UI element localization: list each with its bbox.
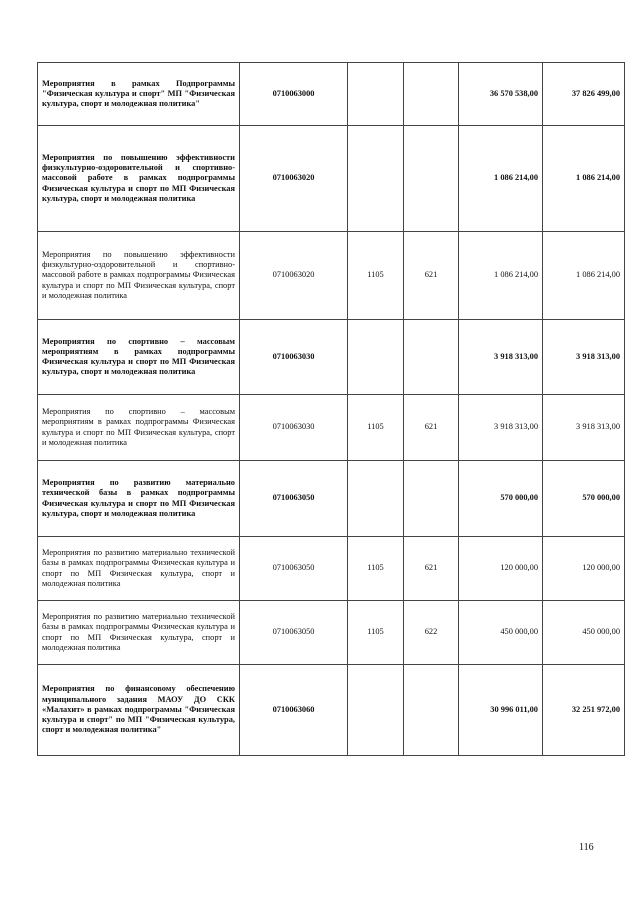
row-section <box>348 665 404 756</box>
row-code: 0710063030 <box>240 320 348 395</box>
table-row <box>38 601 625 665</box>
row-amount-2: 3 918 313,00 <box>543 320 625 395</box>
row-section <box>348 461 404 537</box>
row-name: Мероприятия по развитию материально технической базы в рамках подпрограммы Физическая культура и спорт по МП Физическая культура, спорт и молодежная политика <box>38 537 240 601</box>
row-amount-2: 570 000,00 <box>543 461 625 537</box>
row-amount-2: 120 000,00 <box>543 537 625 601</box>
row-code: 0710063050 <box>240 601 348 665</box>
row-code: 0710063020 <box>240 126 348 232</box>
row-amount-1: 120 000,00 <box>459 537 543 601</box>
table-row <box>38 63 625 126</box>
row-amount-2: 1 086 214,00 <box>543 232 625 320</box>
row-amount-2: 450 000,00 <box>543 601 625 665</box>
row-amount-1: 3 918 313,00 <box>459 320 543 395</box>
row-code: 0710063050 <box>240 537 348 601</box>
row-amount-2: 37 826 499,00 <box>543 63 625 126</box>
row-section: 1105 <box>348 232 404 320</box>
table-row <box>38 537 625 601</box>
table-row <box>38 126 625 232</box>
row-amount-1: 3 918 313,00 <box>459 395 543 461</box>
row-section <box>348 126 404 232</box>
row-amount-2: 1 086 214,00 <box>543 126 625 232</box>
row-name: Мероприятия по финансовому обеспечению муниципального задания МАОУ ДО СКК «Малахит» в рамках подпрограммы "Физическая культура и спорт" по МП "Физическая культура, спорт и молодежная политика" <box>38 665 240 756</box>
budget-table <box>37 62 625 756</box>
row-amount-1: 1 086 214,00 <box>459 126 543 232</box>
table-row <box>38 665 625 756</box>
budget-table-body <box>38 63 625 756</box>
row-section <box>348 63 404 126</box>
row-type <box>404 126 459 232</box>
row-section <box>348 320 404 395</box>
row-code: 0710063000 <box>240 63 348 126</box>
row-amount-1: 36 570 538,00 <box>459 63 543 126</box>
row-section: 1105 <box>348 395 404 461</box>
row-type: 621 <box>404 395 459 461</box>
row-name: Мероприятия по спортивно – массовым мероприятиям в рамках подпрограммы Физическая культура и спорт по МП Физическая культура, спорт и молодежная политика <box>38 395 240 461</box>
row-amount-2: 3 918 313,00 <box>543 395 625 461</box>
row-code: 0710063020 <box>240 232 348 320</box>
row-code: 0710063060 <box>240 665 348 756</box>
row-name: Мероприятия по развитию материально технической базы в рамках подпрограммы Физическая культура и спорт по МП Физическая культура, спорт и молодежная политика <box>38 601 240 665</box>
row-amount-1: 570 000,00 <box>459 461 543 537</box>
row-type <box>404 63 459 126</box>
row-type: 621 <box>404 232 459 320</box>
row-code: 0710063050 <box>240 461 348 537</box>
table-row <box>38 395 625 461</box>
table-row <box>38 461 625 537</box>
row-type: 622 <box>404 601 459 665</box>
row-amount-1: 450 000,00 <box>459 601 543 665</box>
row-amount-1: 30 996 011,00 <box>459 665 543 756</box>
row-name: Мероприятия по повышению эффективности физкультурно-оздоровительной и спортивно-массовой работе в рамках подпрограммы Физическая культура и спорт по МП Физическая культура, спорт и молодежная политика <box>38 232 240 320</box>
table-row <box>38 320 625 395</box>
row-type <box>404 665 459 756</box>
row-type <box>404 320 459 395</box>
row-name: Мероприятия по спортивно – массовым мероприятиям в рамках подпрограммы Физическая культура и спорт по МП Физическая культура, спорт и молодежная политика <box>38 320 240 395</box>
row-amount-2: 32 251 972,00 <box>543 665 625 756</box>
row-type <box>404 461 459 537</box>
table-row <box>38 232 625 320</box>
row-section: 1105 <box>348 537 404 601</box>
row-name: Мероприятия в рамках Подпрограммы "Физическая культура и спорт" МП "Физическая культура, спорт и молодежная политика" <box>38 63 240 126</box>
row-code: 0710063030 <box>240 395 348 461</box>
row-section: 1105 <box>348 601 404 665</box>
row-name: Мероприятия по повышению эффективности физкультурно-оздоровительной и спортивно-массовой работе в рамках подпрограммы Физическая культура и спорт по МП Физическая культура, спорт и молодежная политика <box>38 126 240 232</box>
row-amount-1: 1 086 214,00 <box>459 232 543 320</box>
row-name: Мероприятия по развитию материально технической базы в рамках подпрограммы Физическая культура и спорт по МП Физическая культура, спорт и молодежная политика <box>38 461 240 537</box>
page-number: 116 <box>579 842 594 853</box>
row-type: 621 <box>404 537 459 601</box>
